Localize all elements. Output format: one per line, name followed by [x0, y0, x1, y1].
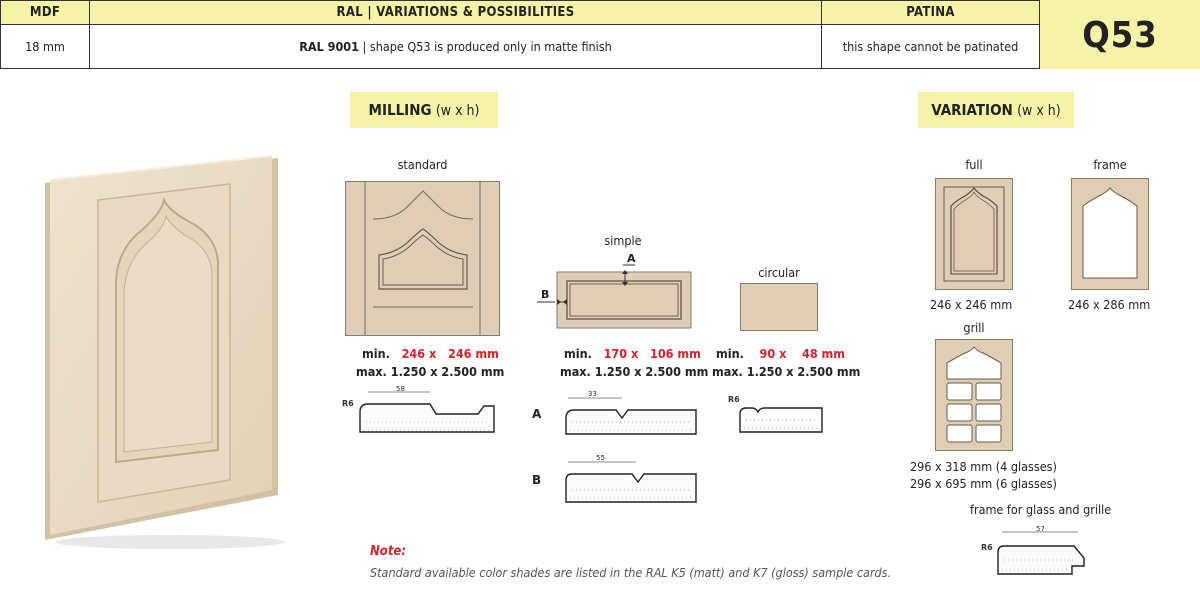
shape-code: Q53 [1040, 0, 1200, 69]
variation-unit: (w x h) [1017, 103, 1061, 119]
value-ral [90, 25, 822, 69]
circular-max: max. 1.250 x 2.500 mm [712, 364, 861, 379]
milling-unit: (w x h) [435, 103, 480, 119]
profile-a-width: 33 [588, 390, 597, 398]
header-material: MDF [1, 1, 90, 25]
milling-title: MILLING [368, 101, 432, 119]
grill-size-6: 296 x 695 mm (6 glasses) [910, 476, 1057, 491]
simple-min: min. 170 x 106 mm [564, 346, 701, 361]
value-thickness: 18 mm [1, 25, 90, 69]
circular-min: min. 90 x 48 mm [716, 346, 845, 361]
header-patina: PATINA [822, 1, 1039, 25]
frame-glass-radius: R6 [981, 543, 993, 552]
simple-panel [535, 250, 695, 335]
simple-profile-b [530, 448, 705, 510]
circular-radius: R6 [728, 395, 740, 404]
ral-code: RAL 9001 [299, 39, 359, 54]
frame-glass-profile [978, 522, 1098, 580]
frame-door [1071, 178, 1149, 290]
simple-marker-a: A [627, 252, 636, 265]
standard-max: max. 1.250 x 2.500 mm [356, 364, 505, 379]
note-text: Standard available color shades are listed in the RAL K5 (matt) and K7 (gloss) sample cards. [370, 565, 892, 580]
door-image [30, 150, 290, 550]
full-door [935, 178, 1013, 290]
standard-radius: R6 [342, 399, 354, 408]
simple-label: simple [604, 233, 642, 248]
circular-label: circular [758, 265, 800, 280]
simple-profile-a [530, 384, 705, 444]
grill-door [935, 339, 1013, 451]
variation-header [918, 92, 1074, 128]
note-title: Note: [370, 544, 407, 559]
grill-label: grill [963, 320, 985, 335]
full-size: 246 x 246 mm [930, 297, 1013, 312]
spec-table [0, 0, 1040, 69]
standard-min: min. 246 x 246 mm [362, 346, 499, 361]
full-label: full [965, 157, 983, 172]
standard-width: 58 [396, 385, 405, 393]
profile-a-label: A [532, 407, 542, 421]
simple-max: max. 1.250 x 2.500 mm [560, 364, 709, 379]
standard-profile [338, 384, 503, 439]
profile-b-width: 55 [596, 454, 605, 462]
header-ral: RAL | VARIATIONS & POSSIBILITIES [90, 1, 822, 25]
frame-glass-label: frame for glass and grille [970, 502, 1112, 517]
standard-panel [345, 181, 500, 336]
frame-label: frame [1093, 157, 1127, 172]
standard-label: standard [397, 157, 448, 172]
milling-header [350, 92, 498, 128]
circular-panel [740, 283, 818, 331]
circular-profile [722, 388, 832, 438]
frame-glass-width: 57 [1036, 525, 1045, 533]
value-patina: this shape cannot be patinated [842, 39, 1019, 54]
frame-size: 246 x 286 mm [1068, 297, 1151, 312]
grill-size-4: 296 x 318 mm (4 glasses) [910, 459, 1057, 474]
profile-b-label: B [532, 473, 542, 487]
variation-title: VARIATION [931, 101, 1013, 119]
simple-marker-b: B [541, 288, 550, 301]
ral-note: | shape Q53 is produced only in matte finish [358, 39, 612, 54]
